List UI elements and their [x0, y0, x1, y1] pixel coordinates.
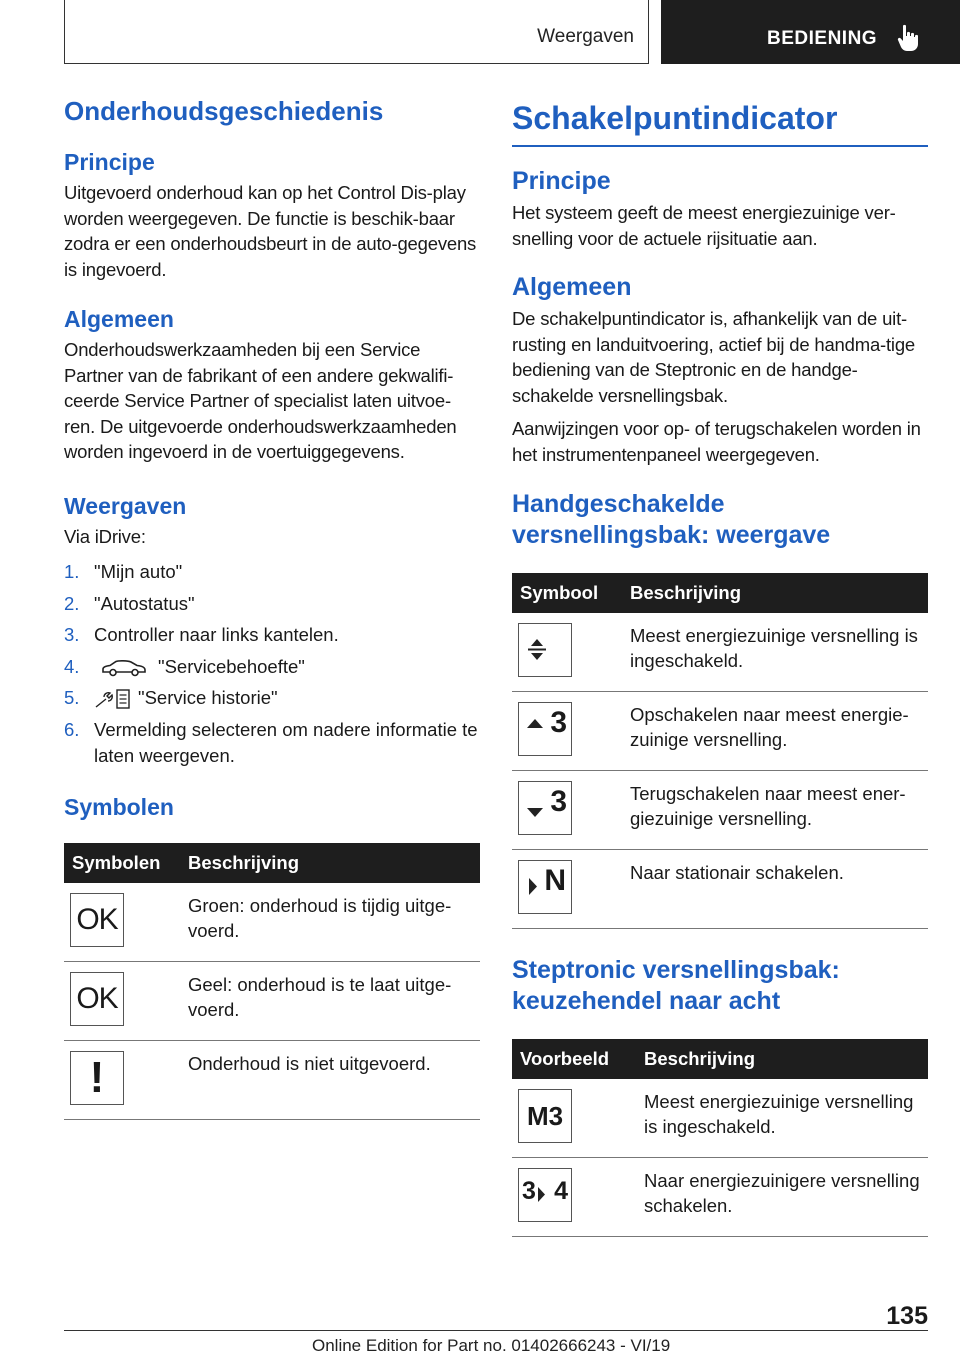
manual-gear-table — [512, 573, 928, 929]
table-cell-description: Naar stationair schakelen. — [622, 850, 928, 929]
table-cell-description: Opschakelen naar meest energie-zuinige versnelling. — [622, 692, 928, 771]
section-title-onderhoudsgeschiedenis: Onderhoudsgeschiedenis — [64, 96, 384, 126]
table-header-example: Voorbeeld — [512, 1039, 636, 1079]
shift-3-to-4-icon: 3 4 — [518, 1168, 572, 1222]
table-header-description: Beschrijving — [622, 573, 928, 613]
ok-icon: OK — [70, 972, 124, 1026]
edition-footer: Online Edition for Part no. 01402666243 - VI/19 — [312, 1336, 671, 1355]
section-title-schakelpuntindicator: Schakelpuntindicator — [512, 100, 928, 147]
header-chapter-tab — [661, 0, 960, 64]
hand-pointer-icon — [897, 24, 919, 52]
table-row — [64, 962, 480, 1041]
right-column — [512, 100, 928, 1237]
weergaven-intro: Via iDrive: — [64, 525, 146, 547]
exclamation-icon: ! — [70, 1051, 124, 1105]
page-number: 135 — [886, 1302, 928, 1330]
heading-principe: Principe — [512, 167, 611, 195]
table-row — [512, 771, 928, 850]
heading-principe: Principe — [64, 149, 155, 175]
table-cell-description: Terugschakelen naar meest ener-giezuinige versnelling. — [622, 771, 928, 850]
algemeen-paragraph-1: De schakelpuntindicator is, afhankelijk van de uit-rusting en landuitvoering, actief bij de handma-tige bediening van de Steptronic en de handge-schakelde versnellingsbak. — [512, 308, 916, 406]
table-header-symbol: Symbool — [512, 573, 622, 613]
algemeen-paragraph-2: Aanwijzingen voor op- of terugschakelen worden in het instrumentenpaneel weergegeven. — [512, 418, 921, 465]
header-section-title: Weergaven — [537, 26, 634, 47]
table-row — [512, 613, 928, 692]
upshift-3-icon: 3 — [518, 702, 572, 756]
table-cell-description: Meest energiezuinige versnelling is ingeschakeld. — [622, 613, 928, 692]
table-row — [512, 692, 928, 771]
heading-symbolen: Symbolen — [64, 794, 174, 821]
wrench-checklist-icon — [94, 687, 132, 711]
idrive-steps-list — [64, 559, 480, 768]
up-down-arrows-icon — [518, 623, 572, 677]
neutral-n-icon: N — [518, 860, 572, 914]
downshift-3-icon: 3 — [518, 781, 572, 835]
table-row — [512, 1158, 928, 1237]
list-item: 5. "Service historie" — [64, 685, 480, 711]
table-cell-description: Geel: onderhoud is te laat uitge-voerd. — [180, 962, 480, 1041]
heading-handgeschakelde: Handgeschakelde versnellingsbak: weergave — [512, 490, 831, 549]
algemeen-paragraph: Onderhoudswerkzaamheden bij een Service Partner van de fabrikant of een andere gekwalifi-ceerde Service Partner of specialist laten uitvoe-ren. De uitgevoerde onderhoudswerkzaamheden worden ingevoerd in de voertuiggegevens. — [64, 339, 457, 462]
heading-algemeen: Algemeen — [64, 306, 174, 332]
table-header-symbol: Symbolen — [64, 843, 180, 883]
list-item: 6. Vermelding selecteren om nadere informatie te laten weergeven. — [64, 719, 478, 766]
heading-weergaven: Weergaven — [64, 492, 187, 519]
list-item: 2. "Autostatus" — [64, 592, 195, 614]
list-item: 4. "Servicebehoefte" — [64, 655, 305, 677]
table-cell-description: Meest energiezuinige versnelling is ingeschakeld. — [636, 1079, 928, 1158]
table-row — [512, 850, 928, 929]
ok-icon: OK — [70, 893, 124, 947]
heading-steptronic: Steptronic versnellingsbak: keuzehendel naar acht — [512, 956, 840, 1015]
steptronic-table — [512, 1039, 928, 1237]
footer-divider — [64, 1330, 928, 1331]
table-row — [64, 1041, 480, 1120]
symbolen-table — [64, 843, 480, 1120]
table-cell-description: Onderhoud is niet uitgevoerd. — [180, 1041, 480, 1120]
header-left-box — [64, 0, 649, 64]
left-column — [64, 96, 480, 1120]
m3-icon: M3 — [518, 1089, 572, 1143]
table-cell-description: Naar energiezuinigere versnelling schakelen. — [636, 1158, 928, 1237]
principe-paragraph: Uitgevoerd onderhoud kan op het Control Dis-play worden weergegeven. De functie is beschik-baar zodra er een onderhoudsbeurt in de auto-gegevens is ingevoerd. — [64, 182, 477, 280]
table-row — [64, 883, 480, 962]
list-item: 1. "Mijn auto" — [64, 561, 183, 582]
table-row — [512, 1079, 928, 1158]
principe-paragraph: Het systeem geeft de meest energiezuinige ver-snelling voor de actuele rijsituatie aan. — [512, 202, 896, 249]
table-header-description: Beschrijving — [180, 843, 480, 883]
heading-algemeen: Algemeen — [512, 273, 632, 301]
list-item: 3. Controller naar links kantelen. — [64, 624, 339, 645]
car-outline-icon — [100, 659, 148, 677]
header-chapter-title: BEDIENING — [767, 28, 878, 49]
table-cell-description: Groen: onderhoud is tijdig uitge-voerd. — [180, 883, 480, 962]
table-header-description: Beschrijving — [636, 1039, 928, 1079]
